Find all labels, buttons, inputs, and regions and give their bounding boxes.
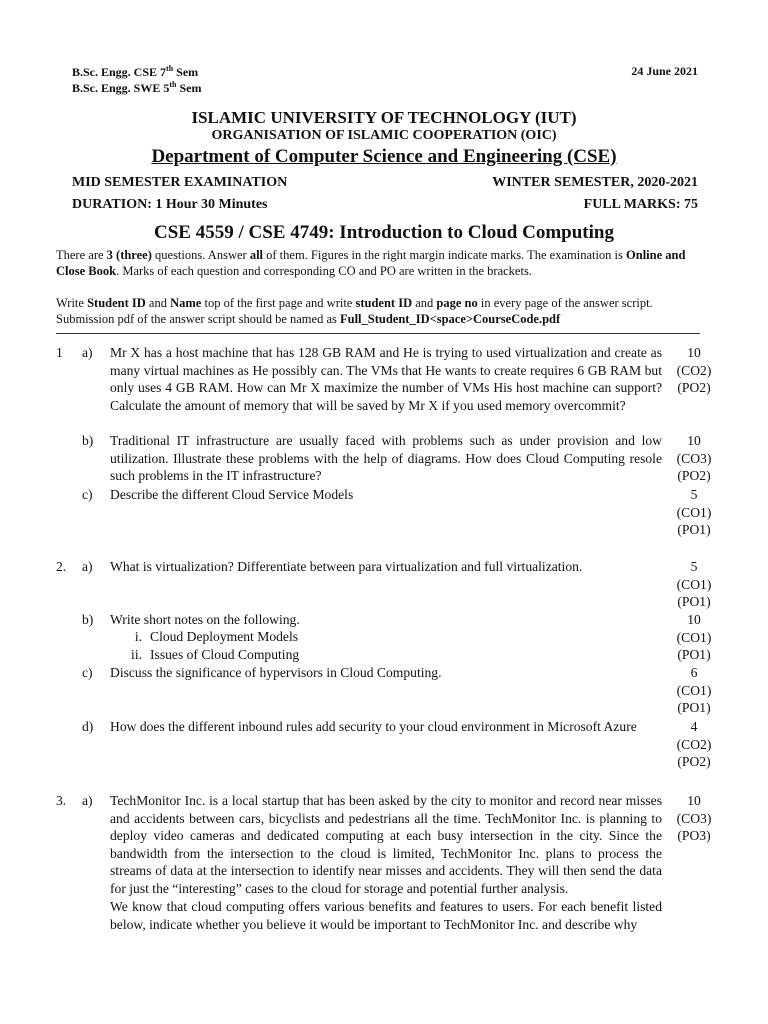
exam-info-row bbox=[72, 175, 698, 191]
subquestion-label: b) bbox=[82, 612, 94, 627]
question-2a-text: What is virtualization? Differentiate between para virtualization and full virtualization. bbox=[110, 559, 583, 574]
exam-full-marks: FULL MARKS: 75 bbox=[583, 197, 698, 212]
exam-type: MID SEMESTER EXAMINATION bbox=[72, 175, 288, 190]
instructions-paragraph-1: There are 3 (three) questions. Answer all of them. Figures in the right margin indicate marks. The examination is Online and Close Book. Marks of each question and corresponding CO and PO are written in the brackets. bbox=[56, 248, 686, 278]
university-name: ISLAMIC UNIVERSITY OF TECHNOLOGY (IUT) bbox=[191, 108, 577, 127]
list-item: i. Cloud Deployment Models bbox=[134, 629, 299, 644]
question-2b-text: Write short notes on the following. bbox=[110, 612, 300, 627]
question-1b-marks: 10 (CO3) (PO2) bbox=[676, 433, 712, 484]
subquestion-label: a) bbox=[82, 793, 93, 808]
question-number: 2. bbox=[56, 559, 67, 574]
subquestion-label: a) bbox=[82, 559, 93, 574]
subquestion-label: a) bbox=[82, 345, 93, 360]
question-2c-text: Discuss the significance of hypervisors in Cloud Computing. bbox=[110, 665, 442, 680]
question-2d-marks: 4 (CO2) (PO2) bbox=[676, 719, 712, 770]
subquestion-label: b) bbox=[82, 433, 94, 448]
header-divider bbox=[56, 333, 700, 334]
question-2c-marks: 6 (CO1) (PO1) bbox=[676, 665, 712, 716]
question-1b-text: Traditional IT infrastructure are usually faced with problems such as under provision and low utilization. Illustrate these problems with the help of diagrams. How does Cloud Computing resole such problems in the IT infrastructure? bbox=[110, 433, 662, 484]
question-1c-marks: 5 (CO1) (PO1) bbox=[676, 487, 712, 538]
question-2a-marks: 5 (CO1) (PO1) bbox=[676, 559, 712, 610]
subquestion-label: c) bbox=[82, 665, 93, 680]
question-2b-marks: 10 (CO1) (PO1) bbox=[676, 612, 712, 663]
question-number: 3. bbox=[56, 793, 67, 808]
question-2d-text: How does the different inbound rules add security to your cloud environment in Microsoft Azure bbox=[110, 719, 637, 734]
exam-duration: DURATION: 1 Hour 30 Minutes bbox=[72, 197, 268, 212]
question-1a-text: Mr X has a host machine that has 128 GB RAM and He is trying to used virtualization and create as many virtual machines as He possibly can. The VMs that He wants to create requires 6 GB RAM but only uses 4 GB RAM. How can Mr X maximize the number of VMs His host machine can support? Calculate the amount of memory that will be saved by Mr X if you used memory overcommit? bbox=[110, 345, 662, 413]
question-3a-text-continued: We know that cloud computing offers various benefits and features to users. For each benefit listed below, indicate whether you believe it would be important to TechMonitor Inc. and describe why bbox=[110, 899, 662, 932]
question-3a-marks: 10 (CO3) (PO3) bbox=[676, 793, 712, 844]
program-line-cse: B.Sc. Engg. CSE 7th Sem bbox=[72, 64, 199, 79]
instructions-paragraph-2: Write Student ID and Name top of the first page and write student ID and page no in every page of the answer script. Submission pdf of the answer script should be named as Full_Student_ID<space>CourseCode.pdf bbox=[56, 296, 653, 326]
program-line-swe: B.Sc. Engg. SWE 5th Sem bbox=[72, 80, 202, 95]
exam-duration-row bbox=[72, 197, 698, 213]
question-3a-text: TechMonitor Inc. is a local startup that has been asked by the city to monitor and record near misses and accidents between cars, bicyclists and pedestrians all the time. TechMonitor Inc. is planning to deploy video cameras and dedicated computing at each busy intersection in the city. Since the bandwidth from the intersection to the cloud is limited, TechMonitor Inc. plans to process the streams of data at the intersection to identify near misses and accidents. They will then send the data for just the “interesting” cases to the cloud for storage and potential further analysis. bbox=[110, 793, 662, 896]
organisation-name: ORGANISATION OF ISLAMIC COOPERATION (OIC) bbox=[211, 128, 557, 143]
subquestion-label: d) bbox=[82, 719, 94, 734]
list-item: ii. Issues of Cloud Computing bbox=[131, 647, 300, 662]
subquestion-label: c) bbox=[82, 487, 93, 502]
exam-semester: WINTER SEMESTER, 2020-2021 bbox=[492, 175, 698, 190]
question-1c-text: Describe the different Cloud Service Models bbox=[110, 487, 354, 502]
course-title: CSE 4559 / CSE 4749: Introduction to Cloud Computing bbox=[154, 222, 614, 243]
program-header bbox=[72, 64, 201, 96]
exam-date: 24 June 2021 bbox=[631, 64, 698, 78]
question-1a-marks: 10 (CO2) (PO2) bbox=[676, 345, 712, 396]
question-number: 1 bbox=[56, 345, 63, 360]
department-name: Department of Computer Science and Engineering (CSE) bbox=[151, 146, 617, 167]
